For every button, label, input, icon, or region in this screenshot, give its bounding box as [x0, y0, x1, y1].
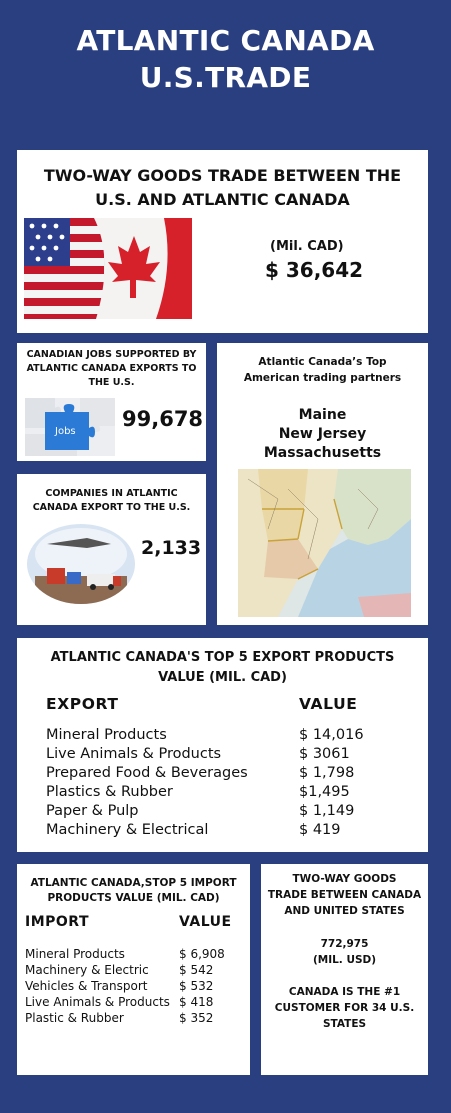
- import-products-card: [17, 864, 250, 1075]
- jobs-heading: [17, 348, 206, 390]
- trading-partners-card: [217, 343, 428, 625]
- table-row: [25, 963, 240, 979]
- canada-us-trade-card: [261, 864, 428, 1075]
- jobs-value: 99,678: [122, 407, 204, 431]
- partner-state: Massachusetts: [263, 445, 382, 461]
- import-name: Plastic & Rubber: [25, 1011, 124, 1025]
- note-line: CANADA IS THE #1: [288, 986, 401, 998]
- table-row: [46, 803, 386, 822]
- title-line-1: ATLANTIC CANADA: [76, 24, 375, 57]
- two-way-trade-card: [17, 150, 428, 333]
- table-row: [46, 765, 386, 784]
- import-value: $ 418: [179, 995, 214, 1009]
- jobs-puzzle-image: [25, 398, 115, 456]
- export-name: Mineral Products: [46, 727, 167, 743]
- jobs-card: [17, 343, 206, 461]
- two-way-trade-heading: [17, 164, 428, 212]
- table-row: [25, 1011, 240, 1027]
- export-name: Live Animals & Products: [46, 746, 222, 762]
- heading-line: ATLANTIC CANADA'S TOP 5 EXPORT PRODUCTS: [50, 650, 395, 665]
- export-value: $ 14,016: [299, 727, 364, 743]
- import-value: $ 352: [179, 1011, 214, 1025]
- heading-line: Atlantic Canada’s Top: [258, 356, 387, 368]
- export-products-heading: [17, 648, 428, 688]
- heading-line: TRADE BETWEEN CANADA: [267, 889, 422, 901]
- table-row: [46, 822, 386, 841]
- heading-line: TWO-WAY GOODS: [292, 873, 397, 885]
- import-products-heading: [17, 876, 250, 906]
- companies-card: [17, 474, 206, 625]
- puzzle-jobs-label: Jobs: [55, 426, 76, 437]
- export-products-card: [17, 638, 428, 852]
- heading-line: CANADA EXPORT TO THE U.S.: [32, 502, 191, 513]
- trading-partners-heading: [217, 354, 428, 386]
- canada-us-trade-unit: (MIL. USD): [312, 954, 377, 966]
- note-line: CUSTOMER FOR 34 U.S.: [274, 1002, 415, 1014]
- companies-value: 2,133: [141, 537, 202, 559]
- heading-line: CANADIAN JOBS SUPPORTED BY: [26, 349, 197, 360]
- table-row: [46, 784, 386, 803]
- us-canada-flag-image: [24, 218, 192, 319]
- partner-states-list: [217, 406, 428, 463]
- import-value: $ 532: [179, 979, 214, 993]
- companies-heading: [17, 487, 206, 515]
- table-row: [25, 995, 240, 1011]
- canada-customer-note: [261, 984, 428, 1032]
- export-column-header: EXPORT: [46, 695, 119, 713]
- import-name: Live Animals & Products: [25, 995, 170, 1009]
- partner-state: Maine: [298, 407, 347, 423]
- export-value: $ 1,798: [299, 765, 355, 781]
- heading-line: American trading partners: [243, 372, 402, 384]
- heading-line: PRODUCTS VALUE (MIL. CAD): [47, 892, 220, 904]
- import-column-header: IMPORT: [25, 914, 90, 930]
- export-value: $ 3061: [299, 746, 350, 762]
- import-name: Mineral Products: [25, 947, 125, 961]
- heading-line: AND UNITED STATES: [284, 905, 405, 917]
- heading-line: TWO-WAY GOODS TRADE BETWEEN THE: [43, 166, 402, 185]
- heading-line: VALUE (MIL. CAD): [158, 670, 287, 685]
- two-way-trade-value: $ 36,642: [265, 258, 364, 282]
- export-name: Plastics & Rubber: [46, 784, 173, 800]
- export-name: Paper & Pulp: [46, 803, 139, 819]
- canada-us-trade-heading: [261, 871, 428, 919]
- table-row: [25, 979, 240, 995]
- export-name: Prepared Food & Beverages: [46, 765, 248, 781]
- heading-line: COMPANIES IN ATLANTIC: [45, 488, 178, 499]
- title-line-2: U.S.TRADE: [139, 61, 312, 94]
- heading-line: THE U.S.: [88, 377, 135, 388]
- export-value-column-header: VALUE: [299, 695, 358, 713]
- export-value: $ 1,149: [299, 803, 355, 819]
- import-value: $ 6,908: [179, 947, 225, 961]
- canada-us-trade-figure: [261, 936, 428, 968]
- logistics-globe-image: [27, 524, 135, 604]
- import-value: $ 542: [179, 963, 214, 977]
- canada-us-trade-value: 772,975: [320, 938, 369, 950]
- table-row: [46, 746, 386, 765]
- export-value: $1,495: [299, 784, 350, 800]
- table-row: [46, 727, 386, 746]
- import-name: Machinery & Electric: [25, 963, 149, 977]
- heading-line: U.S. AND ATLANTIC CANADA: [95, 190, 350, 209]
- heading-line: ATLANTIC CANADA EXPORTS TO: [26, 363, 197, 374]
- infographic-title: [0, 22, 451, 96]
- import-name: Vehicles & Transport: [25, 979, 148, 993]
- export-value: $ 419: [299, 822, 341, 838]
- heading-line: ATLANTIC CANADA,STOP 5 IMPORT: [30, 877, 237, 889]
- two-way-trade-unit: (Mil. CAD): [270, 239, 344, 254]
- note-line: STATES: [322, 1018, 367, 1030]
- partner-state: New Jersey: [278, 426, 367, 442]
- new-england-map-image: [238, 469, 411, 617]
- import-value-column-header: VALUE: [179, 914, 232, 930]
- export-name: Machinery & Electrical: [46, 822, 209, 838]
- table-row: [25, 947, 240, 963]
